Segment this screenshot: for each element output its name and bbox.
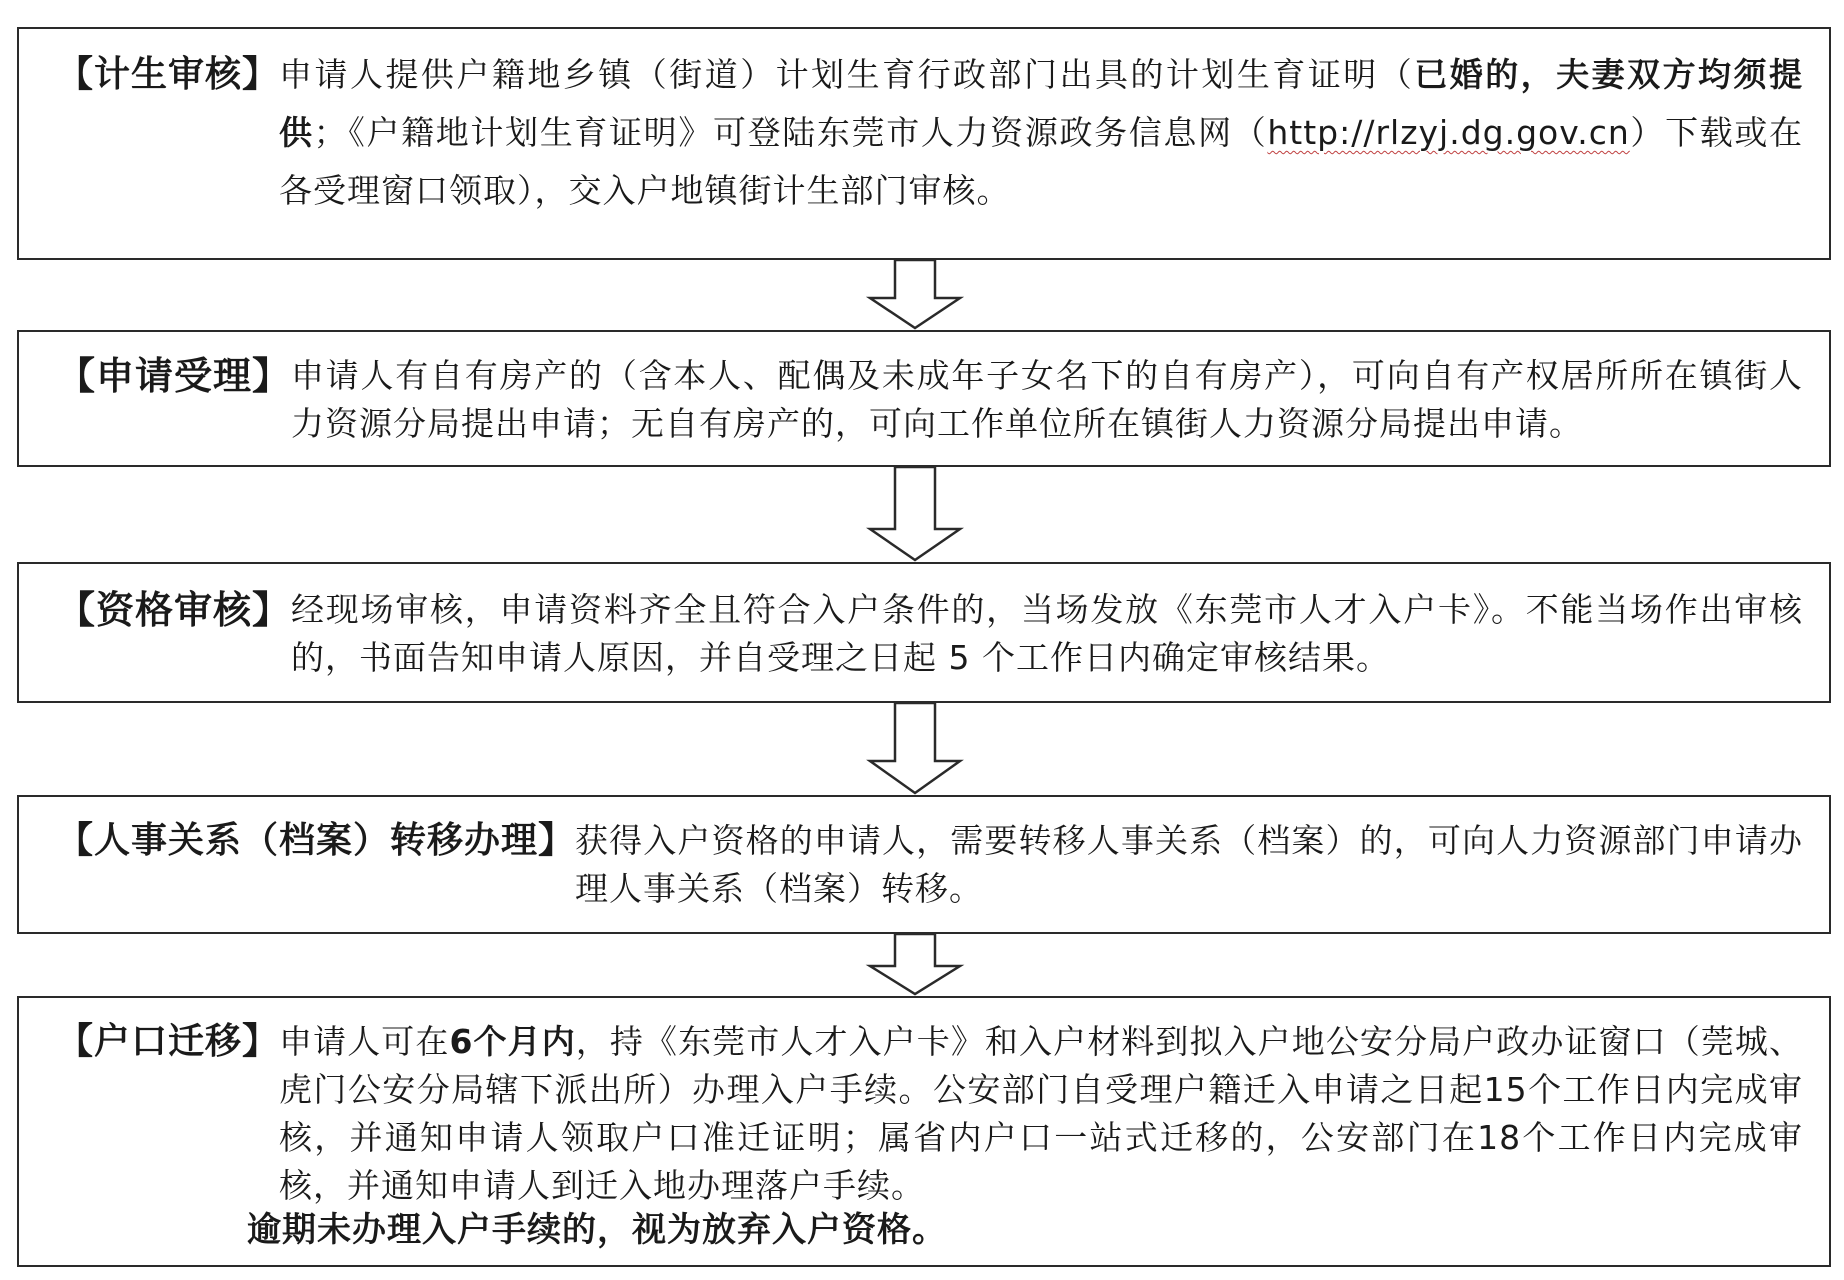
step-description bbox=[279, 46, 1803, 220]
down-arrow bbox=[865, 934, 965, 996]
step-content bbox=[57, 586, 1803, 682]
expiry-notice: 逾期未办理入户手续的，视为放弃入户资格。 bbox=[247, 1210, 947, 1250]
step-description: 申请人有自有房产的（含本人、配偶及未成年子女名下的自有房产），可向自有产权居所所在镇街人力资源分局提出申请；无自有房产的，可向工作单位所在镇街人力资源分局提出申请。 bbox=[291, 356, 1803, 443]
step-personnel-file-transfer bbox=[17, 795, 1831, 934]
step-title: 【人事关系（档案）转移办理】 bbox=[57, 820, 576, 861]
desc-part: ，持《东莞市人才入户卡》和入户材料到拟入户地公安分局户政办证窗口（莞城、虎门公安分局辖下派出所）办理入户手续。公安部门自受理户籍迁入申请之日起15个工作日内完成审核，并通知申请人领取户口准迁证明；属省内户口一站式迁移的，公安部门在18个工作日内完成审核，并通知申请人到迁入地办理落户手续。 bbox=[279, 1022, 1804, 1205]
step-qualification-review bbox=[17, 562, 1831, 703]
down-arrow bbox=[865, 703, 965, 795]
desc-bold: 已婚的，夫妻双方均须提供 bbox=[279, 55, 1804, 152]
step-content bbox=[57, 1018, 1803, 1210]
step-title: 【申请受理】 bbox=[57, 354, 292, 398]
desc-part: ；《户籍地计划生育证明》可登陆东莞市人力资源政务信息网（ bbox=[313, 113, 1268, 152]
step-family-planning-review bbox=[17, 27, 1831, 260]
desc-part: 申请人可在 bbox=[279, 1022, 450, 1061]
step-description: 获得入户资格的申请人，需要转移人事关系（档案）的，可向人力资源部门申请办理人事关系（档案）转移。 bbox=[575, 821, 1803, 908]
step-content bbox=[57, 51, 1803, 220]
step-description bbox=[279, 1018, 1803, 1210]
step-household-migration bbox=[17, 996, 1831, 1267]
website-url: http://rlzyj.dg.gov.cn bbox=[1267, 113, 1630, 152]
desc-part: 申请人提供户籍地乡镇（街道）计划生育行政部门出具的计划生育证明（ bbox=[279, 55, 1415, 94]
step-description: 经现场审核，申请资料齐全且符合入户条件的，当场发放《东莞市人才入户卡》。不能当场作出审核的，书面告知申请人原因，并自受理之日起 5 个工作日内确定审核结果。 bbox=[291, 590, 1803, 677]
desc-bold: 6个月内 bbox=[449, 1022, 576, 1061]
step-application-acceptance bbox=[17, 330, 1831, 467]
step-title: 【计生审核】 bbox=[57, 54, 280, 95]
step-content bbox=[57, 352, 1803, 448]
down-arrow bbox=[865, 260, 965, 330]
down-arrow bbox=[865, 467, 965, 562]
step-content bbox=[57, 817, 1803, 913]
step-title: 【资格审核】 bbox=[57, 588, 292, 632]
desc-part: ）下载或在各受理窗口领取），交入户地镇街计生部门审核。 bbox=[279, 113, 1804, 210]
step-title: 【户口迁移】 bbox=[57, 1021, 280, 1062]
